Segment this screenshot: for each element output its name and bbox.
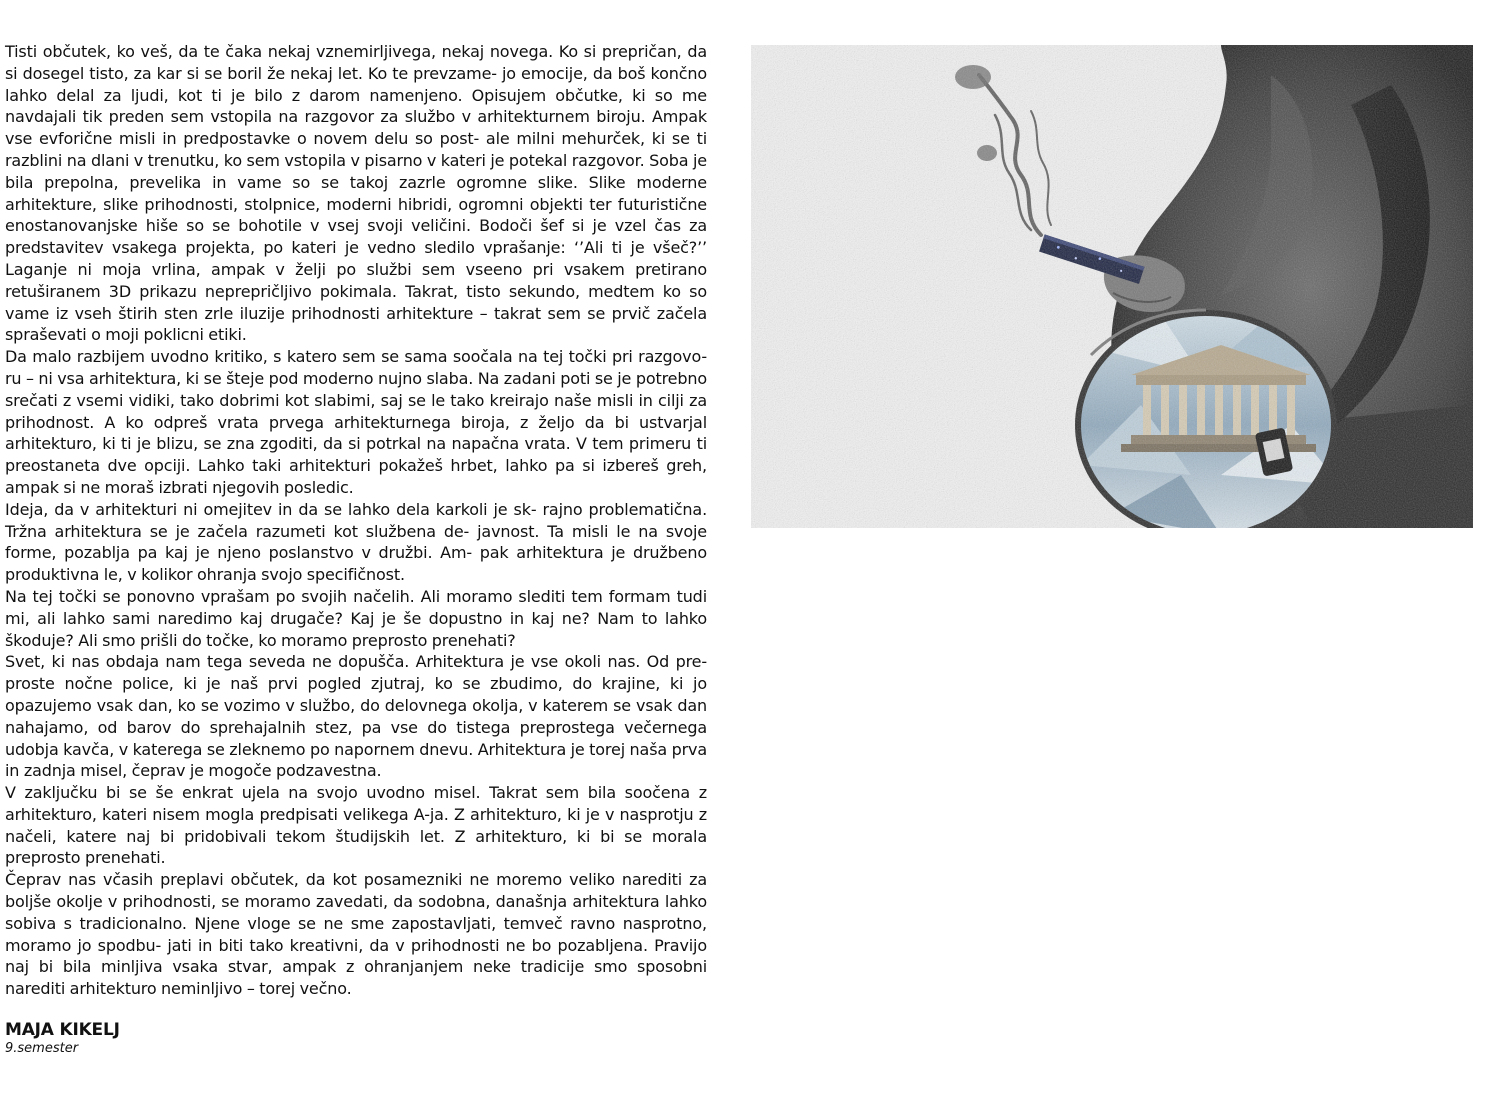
paragraph-7: Čeprav nas včasih preplavi občutek, da kot posamezniki ne moremo veliko narediti za boljše okolje v prihodnosti, se moramo zavedati, da sodobna, današnja arhitektura lahko sobiva s tradicionalno. Njene vloge se ne sme zapostavljati, temveč ravno nasprotno, moramo jo spodbu- jati in biti tako kreativni, da v prihodnosti ne bo pozabljena. Pravijo naj bi bila minljiva vsaka stvar, ampak z ohranjanjem neke tradicije smo sposobni narediti arhitekturo neminljivo – torej večno.: [5, 870, 707, 999]
paragraph-3: Ideja, da v arhitekturi ni omejitev in da se lahko dela karkoli je sk- rajno problematična. Tržna arhitektura se je začela razumeti kot službena de- javnost. Ta misli le na svoje forme, pozablja pa kaj je njeno poslanstvo v družbi. Am- pak arhitektura je družbeno produktivna le, v kolikor ohranja svojo specifičnost.: [5, 499, 707, 585]
author-semester: 9.semester: [5, 1041, 79, 1056]
article-body: [5, 41, 707, 1000]
photo-collage-icon: [751, 45, 1473, 528]
collage-image: [751, 45, 1473, 528]
paragraph-2: Da malo razbijem uvodno kritiko, s katero sem se sama soočala na tej točki pri razgovo- ru – ni vsa arhitektura, ki se šteje pod moderno nujno slaba. Na zadani poti se je potrebno srečati z vsemi vidiki, tako dobrimi kot slabimi, saj se le tako kreirajo naše misli in cilji za prihodnost. A ko odpreš vrata prvega arhitekturnega biroja, z željo da bi ustvarjal arhitekturo, ki ti je blizu, se zna zgoditi, da si potrkal na napačna vrata. V tem primeru ti preostaneta dve opciji. Lahko taki arhitekturi pokažeš hrbet, lahko pa si izbereš greh, ampak si ne moraš izbrati njegovih posledic.: [5, 347, 707, 497]
paragraph-1: Tisti občutek, ko veš, da te čaka nekaj vznemirljivega, nekaj novega. Ko si prepričan, da si dosegel tisto, za kar si se boril že nekaj let. Ko te prevzame- jo emocije, da boš končno lahko delal za ljudi, kot ti je bilo z darom namenjeno. Opisujem občutke, ki so me navdajali tik preden sem vstopila na razgovor za službo v arhitekturnem biroju. Ampak vse evforične misli in predpostavke o novem delu so post- ale milni mehurček, ki se ti razblini na dlani v trenutku, ko sem vstopila v pisarno v kateri je potekal razgovor. Soba je bila prepolna, prevelika in vame so se takoj zazrle ogromne slike. Slike moderne arhitekture, slike prihodnosti, stolpnice, moderni hibridi, ogromni objekti ter futuristične enostanovanjske hiše so se bohotile v vsej svoji veličini. Bodoči šef si je vzel čas za predstavitev vsakega projekta, po kateri je vedno sledilo vprašanje: ‘’Ali ti je všeč?’’ Laganje ni moja vrlina, ampak v želji po službi sem vseeno pri vsakem pretirano retuširanem 3D prikazu neprepričljivo pokimala. Takrat, tisto sekundo, medtem ko so vame iz vseh štirih sten zrle iluzije prihodnosti arhitekture – takrat sem se prvič začela spraševati o moji poklicni etiki.: [5, 42, 707, 345]
author-name: MAJA KIKELJ: [5, 1020, 120, 1040]
author-signature: [5, 1019, 120, 1057]
paragraph-5: Svet, ki nas obdaja nam tega seveda ne dopušča. Arhitektura je vse okoli nas. Od pre- proste nočne police, ki je naš prvi pogled zjutraj, ko se zbudimo, do krajine, ki jo opazujemo vsak dan, ko se vozimo v službo, do delovnega okolja, v katerem se vsak dan nahajamo, od barov do sprehajalnih stez, pa vse do tistega preprostega večernega udobja kavča, v katerega se zleknemo po napornem dnevu. Arhitektura je torej naša prva in zadnja misel, čeprav je mogoče podzavestna.: [5, 652, 707, 781]
paragraph-6: V zaključku bi se še enkrat ujela na svojo uvodno misel. Takrat sem bila soočena z arhitekturo, kateri nisem mogla predpisati velikega A-ja. Z arhitekturo, ki je v nasprotju z načeli, katere naj bi pridobivali tekom študijskih let. Z arhitekturo, ki bi se morala preprosto prenehati.: [5, 783, 707, 868]
paragraph-4: Na tej točki se ponovno vprašam po svojih načelih. Ali moramo slediti tem formam tudi mi, ali lahko sami naredimo kaj drugače? Kaj je še dopustno in kaj ne? Nam to lahko škoduje? Ali smo prišli do točke, ko moramo preprosto prenehati?: [5, 586, 707, 650]
